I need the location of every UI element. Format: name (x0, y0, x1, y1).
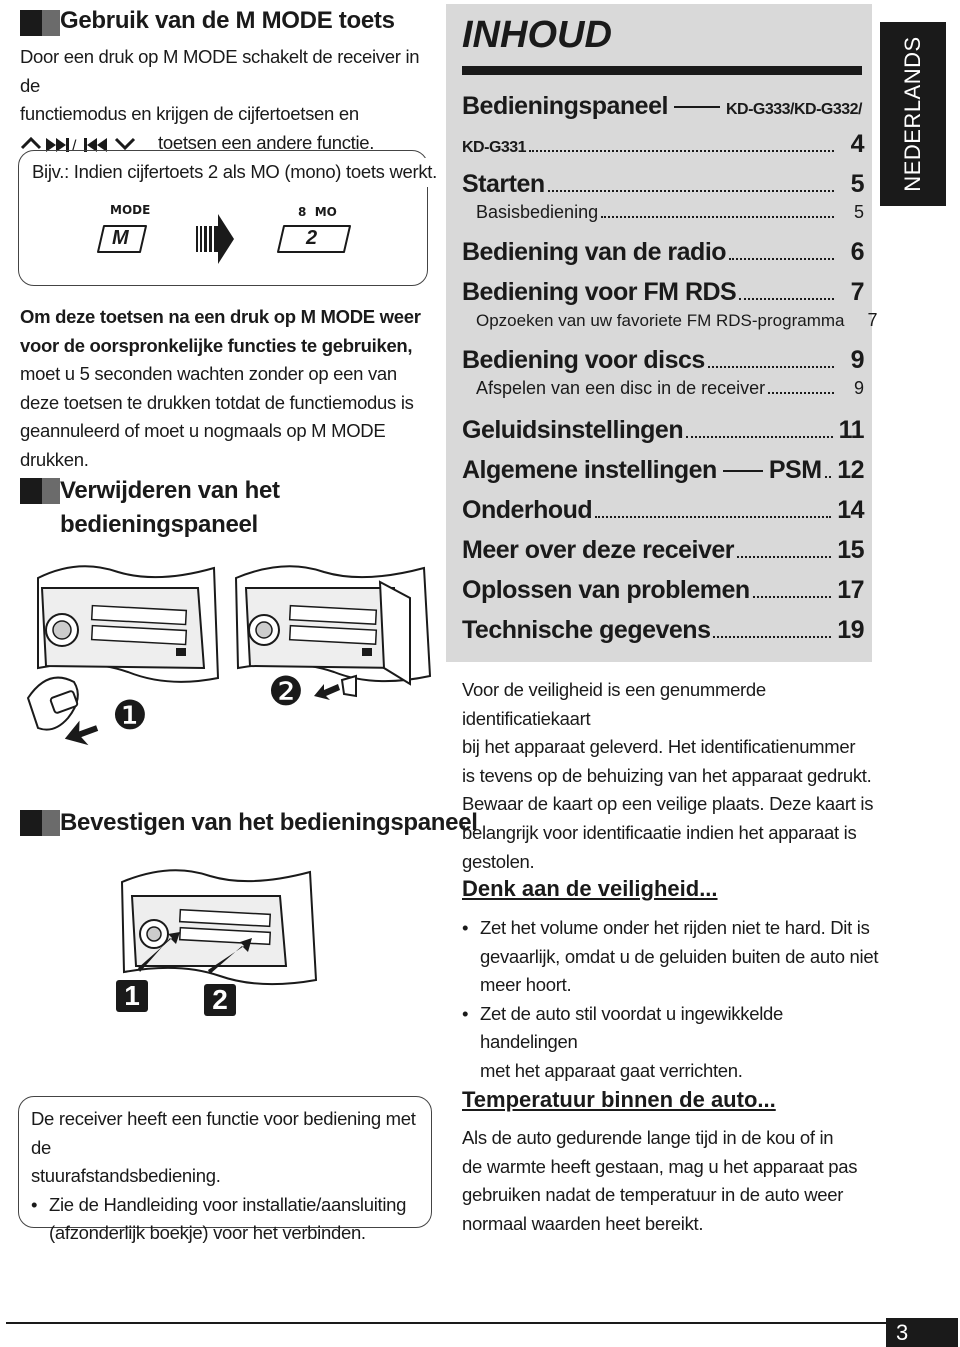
toc-entry-page: 12 (837, 456, 864, 484)
toc-entry-title: Bediening van de radio (462, 238, 727, 266)
remote-line: De receiver heeft een functie voor bediening met de (31, 1108, 416, 1158)
svg-text:/: / (72, 138, 77, 156)
toc-entry-suffix: KD-G333/KD-G332/ (725, 101, 862, 118)
toc-dash (674, 106, 720, 108)
toc-entry-page: 17 (837, 576, 864, 604)
language-tab (880, 22, 946, 206)
toc-title: INHOUD (462, 14, 612, 56)
id-line: bij het apparaat geleverd. Het identificatienummer (462, 736, 856, 758)
remote-bullet (31, 1191, 421, 1248)
mode-note-line: geannuleerd of moet u nogmaals op M MODE drukken. (20, 420, 386, 470)
toc-entry-page: 15 (837, 536, 864, 564)
remove-section-title (60, 474, 280, 542)
toc-leader (708, 366, 834, 368)
id-line: Voor de veiligheid is een genummerde identificatiekaart (462, 679, 766, 729)
mode-note-bold-line: voor de oorspronkelijke functies te gebruiken, (20, 334, 413, 356)
page-number-box (886, 1318, 958, 1347)
toc-entry-page: 5 (853, 202, 864, 222)
toc-entry-page: 9 (850, 346, 864, 374)
mode-intro-line: functiemodus en krijgen de cijfertoetsen en (20, 103, 359, 125)
safety-line: met het apparaat gaat verrichten. (480, 1059, 743, 1081)
toc-leader (739, 298, 834, 300)
toc-entry-suffix: PSM (768, 456, 822, 484)
id-card-paragraph (462, 676, 882, 876)
mode-note-line: moet u 5 seconden wachten zonder op een van (20, 363, 397, 385)
number-2-button (276, 224, 352, 254)
toc-entry[interactable] (462, 576, 864, 605)
section-marker-icon (20, 478, 60, 504)
toc-subentry[interactable] (476, 378, 864, 399)
mode-button-key: M (112, 227, 129, 249)
footer-rule (6, 1322, 886, 1324)
toc-entry-title: Starten (462, 170, 545, 198)
temp-line: Als de auto gedurende lange tijd in de kou of in (462, 1127, 834, 1148)
toc-entry-title: Bediening voor FM RDS (462, 278, 737, 306)
toc-leader (601, 216, 834, 218)
toc-entry-page: 4 (850, 130, 864, 158)
toc-entry-title: Onderhoud (462, 496, 593, 524)
toc-entry[interactable] (462, 416, 864, 445)
safety-bullet (462, 1000, 882, 1086)
remote-line: stuurafstandsbediening. (31, 1165, 221, 1187)
toc-leader (595, 516, 831, 518)
number-button-key: 2 (306, 227, 318, 249)
remote-info-box (18, 1096, 432, 1244)
toc-entry-title: Geluidsinstellingen (462, 416, 684, 444)
toc-entry-title: Technische gegevens (462, 616, 711, 644)
toc-entry[interactable] (462, 496, 864, 525)
toc-entry-page: 14 (837, 496, 864, 524)
temperature-paragraph (462, 1124, 882, 1238)
toc-entry[interactable] (462, 536, 864, 565)
remote-bullet-line: (afzonderlijk boekje) voor het verbinden. (49, 1222, 366, 1244)
toc-entry-title: KD-G331 (462, 139, 527, 156)
id-line: belangrijk voor identificaatie indien het apparaat is (462, 821, 857, 843)
toc-dash (723, 470, 763, 472)
temp-line: normaal waarden heet bereikt. (462, 1212, 704, 1234)
toc-entry-title: Bedieningspaneel (462, 92, 668, 120)
remove-title-line: bedieningspaneel (60, 511, 258, 538)
toc-subentry[interactable] (476, 202, 864, 223)
toc-entry[interactable] (462, 130, 864, 159)
toc-entry-title: Basisbediening (476, 202, 599, 222)
toc-entry-page: 11 (838, 416, 864, 444)
toc-entry[interactable] (462, 346, 864, 375)
toc-leader (729, 258, 834, 260)
toc-leader (686, 436, 832, 438)
example-text: Bijv.: Indien cijfertoets 2 als MO (mono) toets werkt. (32, 158, 441, 187)
mode-button (96, 224, 148, 254)
page-number: 3 (896, 1320, 909, 1345)
toc-entry[interactable] (462, 92, 864, 121)
toc-subentry[interactable] (476, 310, 878, 331)
attach-step-1-badge (116, 980, 148, 1012)
safety-bullet (462, 914, 882, 1000)
panel-attach-illustration (110, 862, 320, 997)
safety-heading: Denk aan de veiligheid... (462, 876, 718, 901)
toc-leader (529, 150, 834, 152)
toc-leader (768, 392, 834, 394)
toc-entry-page: 7 (867, 310, 878, 330)
mode-intro (20, 43, 440, 157)
number-button-label: 8 MO (298, 205, 337, 219)
mode-intro-keys-text: toetsen een andere functie. (158, 131, 375, 153)
pull-arrow-icon (312, 674, 358, 707)
toc-leader (753, 596, 832, 598)
section-marker-icon (20, 810, 60, 836)
attach-step-2-badge (204, 984, 236, 1016)
mode-note-line: deze toetsen te drukken totdat de functiemodus is (20, 391, 414, 413)
mode-button-label: MODE (110, 203, 151, 217)
toc-entry-page: 9 (853, 378, 864, 398)
toc-title-rule (462, 66, 862, 75)
toc-entry[interactable] (462, 616, 864, 645)
toc-entry-title: Algemene instellingen (462, 456, 717, 484)
toc-entry-title: Opzoeken van uw favoriete FM RDS-programma (476, 311, 845, 330)
toc-entry-title: Oplossen van problemen (462, 576, 750, 604)
mode-section-title: Gebruik van de M MODE toets (60, 7, 395, 34)
attach-section-title: Bevestigen van het bedieningspaneel (60, 809, 478, 836)
mode-intro-line: Door een druk op M MODE schakelt de receiver in de (20, 46, 420, 96)
remote-bullet-line: • Zie de Handleiding voor installatie/aansluiting (49, 1193, 407, 1215)
table-of-contents (446, 4, 878, 662)
toc-leader (825, 476, 832, 478)
toc-entry-title: Meer over deze receiver (462, 536, 735, 564)
toc-entry-page: 19 (837, 616, 864, 644)
temperature-heading: Temperatuur binnen de auto... (462, 1087, 776, 1112)
id-line: gestolen. (462, 850, 535, 872)
attach-step-2: 2 (212, 984, 228, 1015)
temp-line: de warmte heeft gestaan, mag u het apparaat pas (462, 1155, 858, 1177)
mode-note-bold-line: Om deze toetsen na een druk op M MODE weer (20, 306, 421, 327)
safety-line: • Zet het volume onder het rijden niet te hard. Dit is (480, 917, 870, 938)
toc-entry-title: Afspelen van een disc in de receiver (476, 378, 766, 398)
toc-entry[interactable] (462, 170, 864, 199)
toc-leader (713, 636, 831, 638)
language-tab-label: NEDERLANDS (900, 36, 925, 192)
id-line: is tevens op de behuizing van het apparaat gedrukt. (462, 764, 872, 786)
section-marker-icon (20, 10, 60, 36)
attach-step-1: 1 (124, 980, 140, 1011)
mode-note (20, 303, 440, 475)
safety-bullets (462, 914, 882, 1086)
remove-step-2: ❷ (268, 670, 304, 714)
toc-entry[interactable] (462, 278, 864, 307)
toc-entry[interactable] (462, 456, 864, 485)
toc-leader (548, 190, 834, 192)
id-line: Bewaar de kaart op een veilige plaats. Deze kaart is (462, 793, 874, 815)
toc-entry-title: Bediening voor discs (462, 346, 705, 374)
toc-entry-page: 7 (850, 278, 864, 306)
safety-line: meer hoort. (480, 974, 572, 996)
safety-line: • Zet de auto stil voordat u ingewikkelde handelingen (480, 1002, 783, 1053)
toc-entry-page: 6 (850, 238, 864, 266)
remove-step-1: ❶ (112, 694, 148, 738)
safety-line: gevaarlijk, omdat u de geluiden buiten de auto niet (480, 945, 879, 967)
arrow-right-icon (196, 212, 236, 271)
toc-leader (737, 556, 831, 558)
temp-line: gebruiken nadat de temperatuur in de auto weer (462, 1184, 844, 1206)
toc-entry[interactable] (462, 238, 864, 267)
toc-entry-page: 5 (850, 170, 864, 198)
remove-title-line: Verwijderen van het (60, 477, 280, 504)
